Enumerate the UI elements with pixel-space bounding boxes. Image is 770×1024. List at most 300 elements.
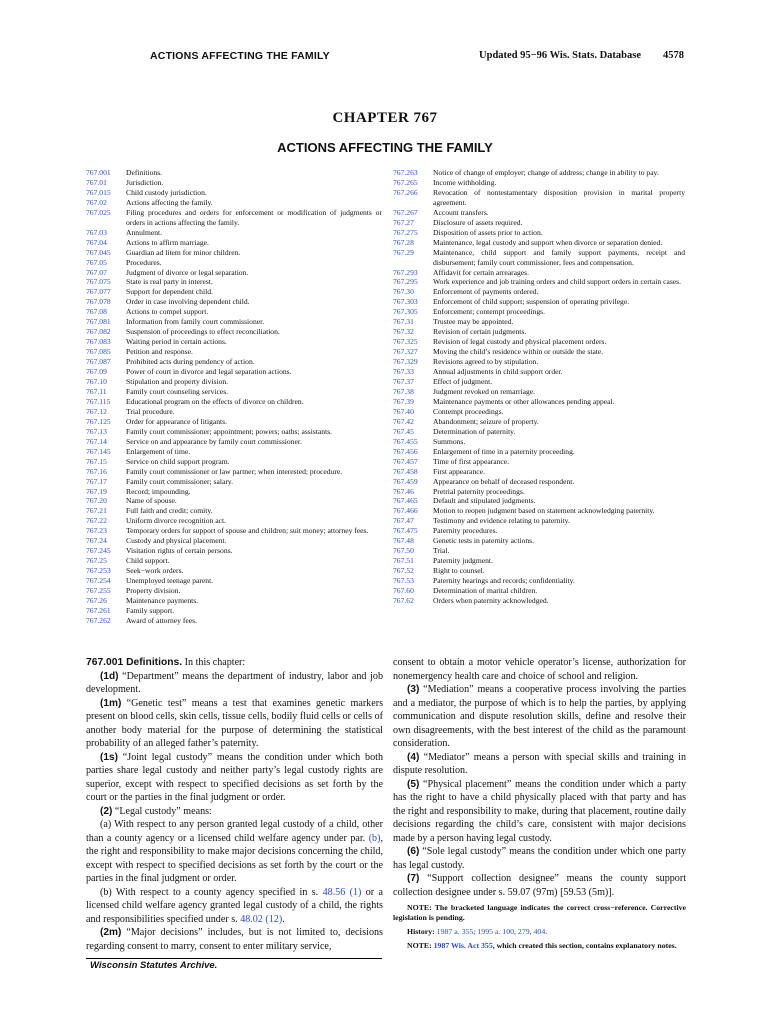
- toc-entry[interactable]: [86, 248, 382, 258]
- toc-section-title: Account transfers.: [433, 207, 489, 217]
- toc-section-title: Actions to affirm marriage.: [126, 237, 209, 247]
- toc-section-number[interactable]: 767.13: [86, 426, 107, 436]
- toc-section-title: Child support.: [126, 556, 170, 566]
- act-355-link[interactable]: 1987 Wis. Act 355: [433, 941, 493, 950]
- toc-section-number[interactable]: 767.47: [393, 516, 414, 526]
- toc-section-number[interactable]: 767.62: [393, 595, 414, 605]
- toc-section-title: Enforcement of child support; suspension of operating privilege.: [433, 297, 630, 307]
- toc-section-number[interactable]: 767.466: [393, 506, 418, 516]
- toc-section-number[interactable]: 767.52: [393, 566, 414, 576]
- toc-section-number[interactable]: 767.045: [86, 247, 111, 257]
- toc-section-title: Award of attorney fees.: [126, 615, 197, 625]
- toc-section-number[interactable]: 767.085: [86, 347, 111, 357]
- toc-section-number[interactable]: 767.33: [393, 367, 414, 377]
- toc-section-title: State is real party in interest.: [126, 277, 213, 287]
- toc-section-number[interactable]: 767.275: [393, 227, 418, 237]
- toc-section-title: Stipulation and property division.: [126, 377, 229, 387]
- toc-section-title: Family support.: [126, 605, 175, 615]
- toc-section-number[interactable]: 767.325: [393, 337, 418, 347]
- xref-48-02-link[interactable]: 48.02 (12): [240, 913, 283, 925]
- toc-entry[interactable]: [393, 277, 685, 287]
- toc-entry[interactable]: [86, 596, 382, 606]
- toc-entry[interactable]: [86, 178, 382, 188]
- header-chapter-title: ACTIONS AFFECTING THE FAMILY: [150, 50, 330, 62]
- toc-section-title: Power of court in divorce and legal separation actions.: [126, 367, 292, 377]
- toc-section-title: Revocation of nontestamentary disposition provision in marital property agreement.: [433, 187, 685, 207]
- toc-section-number[interactable]: 767.081: [86, 317, 111, 327]
- toc-entry[interactable]: [393, 457, 685, 467]
- toc-section-number[interactable]: 767.12: [86, 406, 107, 416]
- toc-section-title: Maintenance payments.: [126, 595, 199, 605]
- toc-entry[interactable]: [393, 467, 685, 477]
- toc-section-title: Trial procedure.: [126, 406, 175, 416]
- toc-section-number[interactable]: 767.42: [393, 416, 414, 426]
- toc-entry[interactable]: [86, 496, 382, 506]
- toc-section-title: Notice of change of employer; change of address; change in ability to pay.: [433, 168, 659, 177]
- toc-entry[interactable]: [86, 447, 382, 457]
- toc-section-number[interactable]: 767.327: [393, 347, 418, 357]
- toc-section-title: Information from family court commissioner.: [126, 317, 265, 327]
- toc-entry[interactable]: [393, 208, 685, 218]
- toc-entry[interactable]: [393, 536, 685, 546]
- toc-entry[interactable]: [86, 277, 382, 287]
- toc-section-title: Maintenance, legal custody and support when divorce or separation denied.: [433, 237, 663, 247]
- body-right-column: [393, 656, 686, 951]
- toc-section-number[interactable]: 767.50: [393, 546, 414, 556]
- toc-section-number[interactable]: 767.293: [393, 267, 418, 277]
- toc-section-title: Record; impounding.: [126, 486, 191, 496]
- toc-entry[interactable]: [86, 576, 382, 586]
- toc-entry[interactable]: [86, 168, 382, 178]
- toc-section-number[interactable]: 767.45: [393, 426, 414, 436]
- toc-section-number[interactable]: 767.28: [393, 237, 414, 247]
- toc-section-title: Judgment revoked on remarriage.: [433, 386, 536, 396]
- toc-entry[interactable]: [86, 516, 382, 526]
- toc-entry[interactable]: [393, 347, 685, 357]
- toc-section-number[interactable]: 767.245: [86, 546, 111, 556]
- toc-entry[interactable]: [86, 506, 382, 516]
- toc-section-title: Family court commissioner; salary.: [126, 476, 234, 486]
- toc-section-number[interactable]: 767.05: [86, 257, 107, 267]
- definition-1m: (1m) “Genetic test” means a test that examines genetic markers present on blood cells, skin cells, tissue cells, bodily fluid cells or cells of another body material for the purpose of determining the statistical probability of an alleged father’s paternity.: [86, 697, 383, 749]
- toc-section-number[interactable]: 767.01: [86, 177, 107, 187]
- toc-entry[interactable]: [393, 447, 685, 457]
- definition-2m-continued: consent to obtain a motor vehicle operator’s license, authorization for nonemergency health care and choice of school and religion.: [393, 657, 686, 682]
- definition-2b: (b) With respect to a county agency specified in s. 48.56 (1) or a licensed child welfare agency granted legal custody of a child, the rights and responsibilities specified under s. 48.02 (12).: [86, 886, 383, 925]
- toc-section-number[interactable]: 767.262: [86, 615, 111, 625]
- toc-section-number[interactable]: 767.25: [86, 556, 107, 566]
- toc-section-title: Paternity judgment.: [433, 556, 493, 566]
- toc-section-title: Prohibited acts during pendency of action.: [126, 357, 255, 367]
- toc-entry[interactable]: [86, 268, 382, 278]
- toc-entry[interactable]: [86, 467, 382, 477]
- toc-section-title: Petition and response.: [126, 347, 193, 357]
- toc-entry[interactable]: [86, 297, 382, 307]
- toc-section-number[interactable]: 767.305: [393, 307, 418, 317]
- toc-section-number[interactable]: 767.04: [86, 237, 107, 247]
- toc-entry[interactable]: [393, 526, 685, 536]
- toc-entry[interactable]: [393, 287, 685, 297]
- toc-section-title: Uniform divorce recognition act.: [126, 516, 226, 526]
- toc-section-title: Trial.: [433, 546, 450, 556]
- toc-section-title: Orders when paternity acknowledged.: [433, 595, 549, 605]
- toc-section-number[interactable]: 767.255: [86, 586, 111, 596]
- definition-6: (6) “Sole legal custody” means the condition under which one party has legal custody.: [393, 846, 686, 871]
- toc-section-number[interactable]: 767.455: [393, 436, 418, 446]
- toc-entry[interactable]: [393, 427, 685, 437]
- history-link-279[interactable]: 279: [517, 927, 530, 936]
- toc-section-number[interactable]: 767.261: [86, 605, 111, 615]
- toc-entry[interactable]: [86, 307, 382, 317]
- toc-section-title: Abandonment; seizure of property.: [433, 416, 539, 426]
- intro-text: In this chapter:: [182, 657, 246, 668]
- toc-section-title: Temporary orders for support of spouse and children; suit money; attorney fees.: [126, 526, 369, 536]
- toc-section-number[interactable]: 767.16: [86, 466, 107, 476]
- toc-section-number[interactable]: 767.125: [86, 416, 111, 426]
- history-note: History: 1987 a. 355; 1995 a. 100, 279, 404.: [407, 927, 548, 936]
- toc-section-title: Revision of legal custody and physical placement orders.: [433, 337, 607, 347]
- toc-section-title: Contempt proceedings.: [433, 406, 504, 416]
- toc-section-number[interactable]: 767.08: [86, 307, 107, 317]
- toc-entry[interactable]: [393, 248, 685, 268]
- toc-section-title: Filing procedures and orders for enforcement or modification of judgments or orders in actions affecting the family.: [126, 207, 382, 227]
- toc-section-number[interactable]: 767.266: [393, 187, 418, 197]
- definition-3: (3) “Mediation” means a cooperative process involving the parties and a mediator, the purpose of which is to help the parties, by applying communication and dispute resolution skills, define and resolve their own disagreements, with the best interest of the child as the paramount consideration.: [393, 684, 686, 749]
- toc-section-title: Disclosure of assets required.: [433, 217, 523, 227]
- toc-section-number[interactable]: 767.02: [86, 197, 107, 207]
- toc-section-number[interactable]: 767.253: [86, 566, 111, 576]
- toc-entry[interactable]: [86, 357, 382, 367]
- toc-section-number[interactable]: 767.254: [86, 576, 111, 586]
- toc-section-number[interactable]: 767.263: [393, 168, 418, 177]
- toc-entry[interactable]: [393, 238, 685, 248]
- toc-section-number[interactable]: 767.087: [86, 357, 111, 367]
- toc-section-number[interactable]: 767.475: [393, 526, 418, 536]
- history-link-1987a355[interactable]: 1987 a. 355: [436, 927, 474, 936]
- toc-section-title: Maintenance payments or other allowances pending appeal.: [433, 396, 615, 406]
- toc-entry[interactable]: [86, 317, 382, 327]
- toc-section-number[interactable]: 767.265: [393, 177, 418, 187]
- toc-section-number[interactable]: 767.03: [86, 227, 107, 237]
- definition-2: (2) “Legal custody” means:: [100, 805, 212, 817]
- toc-section-number[interactable]: 767.07: [86, 267, 107, 277]
- toc-section-title: Name of spouse.: [126, 496, 177, 506]
- toc-section-title: Jurisdiction.: [126, 177, 164, 187]
- header-database-label: Updated 95−96 Wis. Stats. Database: [479, 50, 641, 61]
- toc-entry[interactable]: [393, 407, 685, 417]
- toc-section-title: Maintenance, child support and family support payments, receipt and disbursement; family court commissioner, fees and compensation.: [433, 247, 685, 267]
- toc-section-number[interactable]: 767.077: [86, 287, 111, 297]
- toc-entry[interactable]: [393, 586, 685, 596]
- toc-section-title: First appearance.: [433, 466, 485, 476]
- history-link-404[interactable]: 404: [533, 927, 546, 936]
- toc-entry[interactable]: [86, 457, 382, 467]
- toc-entry[interactable]: [86, 536, 382, 546]
- toc-entry[interactable]: [393, 268, 685, 278]
- toc-section-number[interactable]: 767.37: [393, 377, 414, 387]
- toc-section-number[interactable]: 767.20: [86, 496, 107, 506]
- toc-entry[interactable]: [86, 198, 382, 208]
- toc-section-title: Paternity hearings and records; confidentiality.: [433, 576, 575, 586]
- toc-section-number[interactable]: 767.46: [393, 486, 414, 496]
- toc-entry[interactable]: [393, 178, 685, 188]
- toc-section-title: Definitions.: [126, 168, 163, 177]
- page-number: 4578: [663, 50, 684, 61]
- toc-section-title: Family court commissioner or law partner; when interested; procedure.: [126, 466, 343, 476]
- toc-section-number[interactable]: 767.17: [86, 476, 107, 486]
- toc-section-number[interactable]: 767.459: [393, 476, 418, 486]
- note-bracketed: NOTE: The bracketed language indicates the correct cross−reference. Corrective legislation is pending.: [393, 903, 686, 922]
- toc-section-title: Enlargement of time in a paternity proceeding.: [433, 446, 575, 456]
- toc-section-number[interactable]: 767.26: [86, 595, 107, 605]
- toc-entry[interactable]: [393, 307, 685, 317]
- toc-section-number[interactable]: 767.23: [86, 526, 107, 536]
- toc-section-title: Pretrial paternity proceedings.: [433, 486, 525, 496]
- toc-section-title: Custody and physical placement.: [126, 536, 227, 546]
- toc-entry[interactable]: [86, 347, 382, 357]
- toc-section-title: Determination of paternity.: [433, 426, 516, 436]
- toc-section-number[interactable]: 767.025: [86, 207, 111, 217]
- toc-section-number[interactable]: 767.082: [86, 327, 111, 337]
- toc-section-title: Guardian ad litem for minor children.: [126, 247, 241, 257]
- toc-section-number[interactable]: 767.48: [393, 536, 414, 546]
- toc-entry[interactable]: [86, 586, 382, 596]
- toc-section-title: Time of first appearance.: [433, 456, 510, 466]
- toc-section-title: Child custody jurisdiction.: [126, 187, 207, 197]
- toc-section-number[interactable]: 767.145: [86, 446, 111, 456]
- toc-entry[interactable]: [86, 417, 382, 427]
- toc-entry[interactable]: [393, 487, 685, 497]
- toc-entry[interactable]: [393, 367, 685, 377]
- toc-entry[interactable]: [393, 168, 685, 178]
- toc-section-number[interactable]: 767.38: [393, 386, 414, 396]
- toc-section-number[interactable]: 767.075: [86, 277, 111, 287]
- toc-entry[interactable]: [393, 228, 685, 238]
- toc-section-number[interactable]: 767.39: [393, 396, 414, 406]
- toc-entry[interactable]: [393, 327, 685, 337]
- toc-section-title: Actions affecting the family.: [126, 197, 213, 207]
- xref-48-56-link[interactable]: 48.56 (1): [322, 886, 362, 898]
- toc-section-title: Unemployed teenage parent.: [126, 576, 214, 586]
- toc-section-title: Full faith and credit; comity.: [126, 506, 213, 516]
- toc-right-column: [393, 168, 685, 606]
- toc-entry[interactable]: [86, 377, 382, 387]
- toc-section-title: Order for appearance of litigants.: [126, 416, 227, 426]
- toc-section-number[interactable]: 767.51: [393, 556, 414, 566]
- toc-entry[interactable]: [86, 487, 382, 497]
- toc-section-number[interactable]: 767.001: [86, 168, 111, 177]
- definition-1d: (1d) “Department” means the department of industry, labor and job development.: [86, 670, 383, 695]
- toc-section-title: Affidavit for certain arrearages.: [433, 267, 529, 277]
- toc-section-title: Enforcement of payments ordered.: [433, 287, 539, 297]
- toc-section-number[interactable]: 767.329: [393, 357, 418, 367]
- toc-section-number[interactable]: 767.27: [393, 217, 414, 227]
- toc-section-number[interactable]: 767.53: [393, 576, 414, 586]
- toc-section-number[interactable]: 767.015: [86, 187, 111, 197]
- toc-section-title: Motion to reopen judgment based on statement acknowledging paternity.: [433, 506, 655, 516]
- toc-section-number[interactable]: 767.19: [86, 486, 107, 496]
- toc-entry[interactable]: [393, 377, 685, 387]
- toc-entry[interactable]: [393, 556, 685, 566]
- toc-entry[interactable]: [393, 337, 685, 347]
- toc-section-number[interactable]: 767.11: [86, 386, 107, 396]
- toc-section-number[interactable]: 767.22: [86, 516, 107, 526]
- body-left-column: [86, 656, 383, 953]
- toc-section-title: Income withholding.: [433, 177, 497, 187]
- toc-section-title: Appearance on behalf of deceased respondent.: [433, 476, 575, 486]
- toc-entry[interactable]: [86, 337, 382, 347]
- toc-entry[interactable]: [393, 188, 685, 208]
- toc-section-title: Revisions agreed to by stipulation.: [433, 357, 539, 367]
- toc-entry[interactable]: [86, 287, 382, 297]
- toc-section-title: Annulment.: [126, 227, 163, 237]
- toc-section-title: Effect of judgment.: [433, 377, 493, 387]
- toc-section-number[interactable]: 767.078: [86, 297, 111, 307]
- toc-left-column: [86, 168, 382, 626]
- toc-section-title: Testimony and evidence relating to paternity.: [433, 516, 570, 526]
- definition-1s: (1s) “Joint legal custody” means the condition under which both parties share legal custody and neither party’s legal custody rights are superior, except with respect to specified decisions as set forth by the court or the parties in the final judgment or order.: [86, 751, 383, 803]
- toc-section-number[interactable]: 767.32: [393, 327, 414, 337]
- toc-entry[interactable]: [393, 218, 685, 228]
- toc-entry[interactable]: [393, 496, 685, 506]
- header-right: [479, 50, 684, 61]
- toc-section-number[interactable]: 767.456: [393, 446, 418, 456]
- toc-section-title: Family court counseling services.: [126, 386, 229, 396]
- toc-section-title: Procedures.: [126, 257, 162, 267]
- definition-5: (5) “Physical placement” means the condition under which a party has the right to have a child physically placed with that party and has the right and responsibility to make, during that placement, routine daily decisions regarding the child’s care, consistent with major decisions made by a person having legal custody.: [393, 778, 686, 844]
- toc-section-title: Service on and appearance by family court commissioner.: [126, 436, 302, 446]
- toc-section-title: Default and stipulated judgments.: [433, 496, 536, 506]
- toc-entry[interactable]: [393, 317, 685, 327]
- toc-entry[interactable]: [86, 427, 382, 437]
- toc-section-title: Suspension of proceedings to effect reconciliation.: [126, 327, 280, 337]
- toc-entry[interactable]: [86, 188, 382, 198]
- toc-section-number[interactable]: 767.24: [86, 536, 107, 546]
- toc-entry[interactable]: [86, 387, 382, 397]
- toc-entry[interactable]: [86, 616, 382, 626]
- toc-section-title: Moving the child’s residence within or outside the state.: [433, 347, 604, 357]
- toc-entry[interactable]: [393, 506, 685, 516]
- toc-section-title: Waiting period in certain actions.: [126, 337, 227, 347]
- toc-section-number[interactable]: 767.295: [393, 277, 418, 287]
- toc-entry[interactable]: [86, 238, 382, 248]
- toc-section-number[interactable]: 767.457: [393, 456, 418, 466]
- toc-entry[interactable]: [393, 437, 685, 447]
- definition-7: (7) “Support collection designee” means the county support collection designee under s. 59.07 (97m) [59.53 (5m)].: [393, 873, 686, 898]
- toc-section-title: Trustee may be appointed.: [433, 317, 514, 327]
- toc-section-title: Educational program on the effects of divorce on children.: [126, 396, 304, 406]
- toc-entry[interactable]: [393, 566, 685, 576]
- toc-entry[interactable]: [393, 297, 685, 307]
- definition-4: (4) “Mediator” means a person with special skills and training in dispute resolution.: [393, 751, 686, 776]
- toc-entry[interactable]: [86, 606, 382, 616]
- definition-2a: (a) With respect to any person granted legal custody of a child, other than a county agency or a licensed child welfare agency under par. (b), the right and responsibility to make major decisions concerning the child, except with respect to specified decisions as set forth by the court or the parties in the final judgment or order.: [86, 819, 383, 884]
- toc-section-number[interactable]: 767.458: [393, 466, 418, 476]
- chapter-title: ACTIONS AFFECTING THE FAMILY: [277, 140, 493, 155]
- toc-section-number[interactable]: 767.115: [86, 396, 111, 406]
- toc-section-title: Visitation rights of certain persons.: [126, 546, 233, 556]
- toc-entry[interactable]: [393, 576, 685, 586]
- chapter-number: CHAPTER 767: [332, 110, 438, 126]
- history-link-1995a100[interactable]: 1995 a. 100: [477, 927, 515, 936]
- toc-entry[interactable]: [393, 477, 685, 487]
- toc-section-title: Summons.: [433, 436, 466, 446]
- toc-section-number[interactable]: 767.083: [86, 337, 111, 347]
- toc-section-title: Determination of marital children.: [433, 586, 538, 596]
- toc-section-number[interactable]: 767.21: [86, 506, 107, 516]
- toc-entry[interactable]: [86, 367, 382, 377]
- toc-entry[interactable]: [86, 407, 382, 417]
- toc-section-title: Enlargement of time.: [126, 446, 191, 456]
- toc-entry[interactable]: [86, 258, 382, 268]
- toc-entry[interactable]: [393, 397, 685, 407]
- toc-section-title: Family court commissioner; appointment; powers; oaths; assistants.: [126, 426, 333, 436]
- toc-entry[interactable]: [86, 397, 382, 407]
- running-header: [86, 46, 684, 64]
- toc-entry[interactable]: [393, 387, 685, 397]
- toc-entry[interactable]: [86, 327, 382, 337]
- toc-section-title: Right to counsel.: [433, 566, 485, 576]
- toc-section-number[interactable]: 767.29: [393, 247, 414, 257]
- toc-section-title: Annual adjustments in child support order.: [433, 367, 563, 377]
- toc-entry[interactable]: [86, 437, 382, 447]
- toc-section-title: Actions to compel support.: [126, 307, 209, 317]
- toc-entry[interactable]: [393, 596, 685, 606]
- toc-entry[interactable]: [393, 516, 685, 526]
- toc-entry[interactable]: [86, 556, 382, 566]
- toc-entry[interactable]: [393, 417, 685, 427]
- toc-section-number[interactable]: 767.267: [393, 207, 418, 217]
- definition-2m: (2m) “Major decisions” includes, but is not limited to, decisions regarding consent to marry, consent to enter military service,: [86, 927, 383, 952]
- toc-section-number[interactable]: 767.60: [393, 586, 414, 596]
- toc-section-number[interactable]: 767.10: [86, 377, 107, 387]
- toc-section-number[interactable]: 767.09: [86, 367, 107, 377]
- toc-entry[interactable]: [86, 228, 382, 238]
- xref-par-b-link[interactable]: (b): [368, 832, 381, 844]
- footer-archive-label: Wisconsin Statutes Archive.: [90, 960, 218, 971]
- toc-section-title: Seek−work orders.: [126, 566, 184, 576]
- section-heading: 767.001 Definitions.: [86, 657, 183, 668]
- toc-section-title: Paternity procedures.: [433, 526, 498, 536]
- toc-entry[interactable]: [86, 566, 382, 576]
- toc-section-title: Work experience and job training orders and child support orders in certain cases.: [433, 277, 681, 287]
- toc-section-title: Property division.: [126, 586, 181, 596]
- toc-section-title: Revision of certain judgments.: [433, 327, 527, 337]
- toc-section-title: Disposition of assets prior to action.: [433, 227, 543, 237]
- toc-section-title: Support for dependent child.: [126, 287, 213, 297]
- toc-section-number[interactable]: 767.40: [393, 406, 414, 416]
- toc-section-title: Judgment of divorce or legal separation.: [126, 267, 249, 277]
- footer-divider: [86, 958, 382, 959]
- toc-section-title: Order in case involving dependent child.: [126, 297, 250, 307]
- note-explanatory: NOTE: 1987 Wis. Act 355, which created this section, contains explanatory notes.: [407, 941, 677, 950]
- toc-section-number[interactable]: 767.30: [393, 287, 414, 297]
- toc-entry[interactable]: [86, 526, 382, 536]
- toc-section-title: Service on child support program.: [126, 456, 230, 466]
- toc-section-number[interactable]: 767.303: [393, 297, 418, 307]
- toc-section-number[interactable]: 767.31: [393, 317, 414, 327]
- toc-entry[interactable]: [393, 546, 685, 556]
- toc-entry[interactable]: [393, 357, 685, 367]
- toc-section-number[interactable]: 767.465: [393, 496, 418, 506]
- toc-section-number[interactable]: 767.15: [86, 456, 107, 466]
- toc-section-number[interactable]: 767.14: [86, 436, 107, 446]
- toc-section-title: Enforcement; contempt proceedings.: [433, 307, 545, 317]
- toc-section-title: Genetic tests in paternity actions.: [433, 536, 535, 546]
- toc-entry[interactable]: [86, 546, 382, 556]
- toc-entry[interactable]: [86, 477, 382, 487]
- toc-entry[interactable]: [86, 208, 382, 228]
